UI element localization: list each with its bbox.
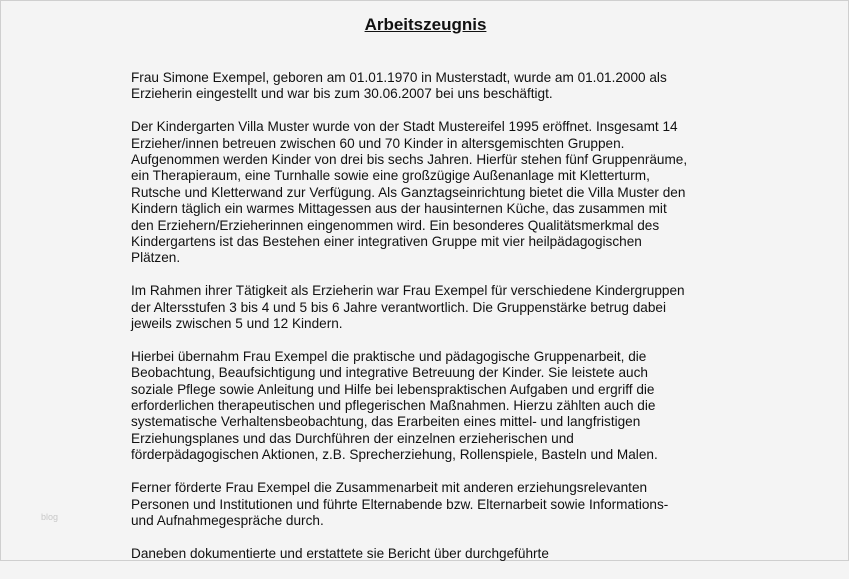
text-line: systematische Verhaltensbeobachtung, das Erarbeiten eines mittel- und langfristigen [131, 414, 641, 430]
text-line: Frau Simone Exempel, geboren am 01.01.1970 in Musterstadt, wurde am 01.01.2000 als [131, 70, 667, 85]
text-line: Kindergartens ist das Bestehen einer integrativen Gruppe mit vier heilpädagogischen [131, 234, 642, 250]
text-line: Ferner förderte Frau Exempel die Zusammenarbeit mit anderen erziehungsrelevanten [131, 480, 648, 496]
document-title: Arbeitszeugnis [364, 15, 487, 34]
text-line: Beobachtung, Beaufsichtigung und integrative Betreuung der Kinder. Sie leistete auch [131, 365, 648, 381]
text-line: Personen und Institutionen und führte Elternabende bzw. Elternarbeit sowie Informations- [131, 496, 669, 512]
paragraph [131, 119, 751, 267]
text-line: Erzieher/innen betreuen zwischen 60 und 70 Kinder in altersgemischten Gruppen. [131, 135, 625, 151]
text-line: soziale Pflege sowie Anleitung und Hilfe bei lebenspraktischen Aufgaben und ergriff die [131, 381, 655, 397]
paragraph [131, 546, 751, 562]
text-line: der Altersstufen 3 bis 4 und 5 bis 6 Jahre verantwortlich. Die Gruppenstärke betrug dabei [131, 299, 666, 315]
paragraph [131, 480, 751, 529]
paragraph [131, 70, 751, 103]
text-line: Erziehungsplanes und das Durchführen der einzelnen erzieherischen und [131, 430, 574, 446]
text-line: ein Therapieraum, eine Turnhalle sowie eine großzügige Außenanlage mit Kletterturm, [131, 168, 650, 184]
text-line: Erzieherin eingestellt und war bis zum 30.06.2007 bei uns beschäftigt. [131, 86, 553, 102]
paragraph [131, 349, 751, 464]
watermark: blog [41, 512, 59, 522]
text-line: den Erziehern/Erzieherinnen eingenommen wird. Ein besonderes Qualitätsmerkmal des [131, 217, 660, 233]
document-body [131, 70, 751, 579]
text-line: förderpädagogischen Aktionen, z.B. Sprecherziehung, Rollenspiele, Basteln und Malen. [131, 447, 658, 463]
text-line: und Aufnahmegespräche durch. [131, 512, 324, 528]
text-line: erforderlichen therapeutischen und pflegerischen Maßnahmen. Hierzu zählten auch die [131, 398, 656, 414]
text-line: Kindern täglich ein warmes Mittagessen aus der hausinternen Küche, das zusammen mit [131, 201, 667, 217]
text-line: Hierbei übernahm Frau Exempel die praktische und pädagogische Gruppenarbeit, die [131, 348, 647, 364]
text-line: Aufgenommen werden Kinder von drei bis sechs Jahren. Hierfür stehen fünf Gruppenräume, [131, 152, 688, 168]
text-line: Der Kindergarten Villa Muster wurde von der Stadt Mustereifel 1995 eröffnet. Insgesamt 14 [131, 119, 678, 135]
text-line: jeweils zwischen 5 und 12 Kindern. [131, 316, 343, 332]
paragraph [131, 283, 751, 332]
text-line: Rutsche und Kletterwand zur Verfügung. Als Ganztagseinrichtung bietet die Villa Muster den [131, 184, 686, 200]
text-line: Daneben dokumentierte und erstattete sie Bericht über durchgeführte [131, 545, 549, 561]
text-line: Im Rahmen ihrer Tätigkeit als Erzieherin war Frau Exempel für verschiedene Kindergruppen [131, 283, 685, 299]
text-line: Plätzen. [131, 250, 181, 266]
